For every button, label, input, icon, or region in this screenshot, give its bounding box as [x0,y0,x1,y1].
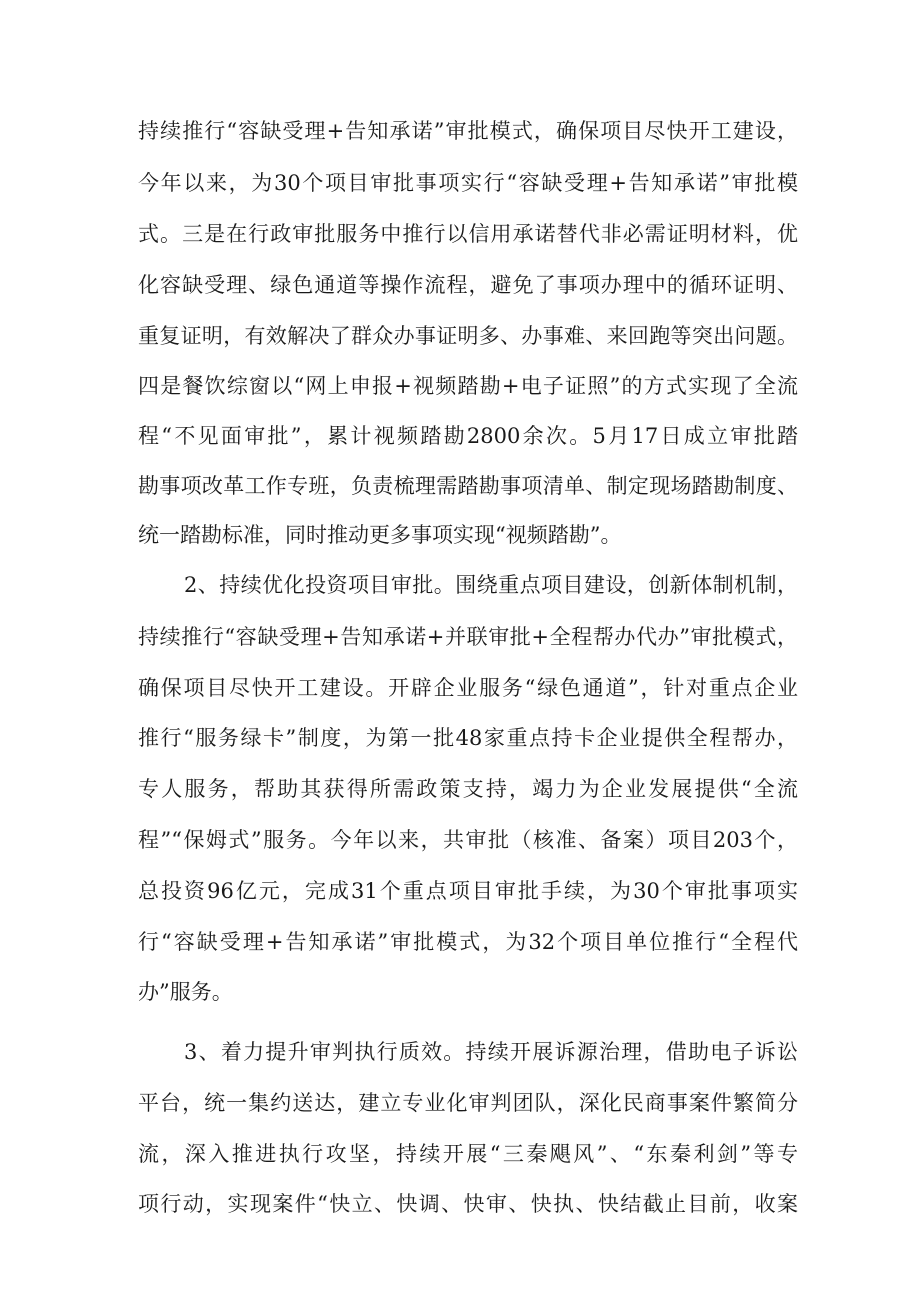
text-line: 程“不见面审批”，累计视频踏勘2800余次。5月17日成立审批踏 [138,424,798,448]
text-line: 专人服务，帮助其获得所需政策支持，竭力为企业发展提供“全流 [138,777,798,801]
text-line: 勘事项改革工作专班，负责梳理需踏勘事项清单、制定现场踏勘制度、 [138,474,798,498]
text-line: 四是餐饮综窗以“网上申报+视频踏勘+电子证照”的方式实现了全流 [138,374,798,398]
text-line: 持续推行“容缺受理+告知承诺+并联审批+全程帮办代办”审批模式， [138,625,798,649]
text-line: 推行“服务绿卡”制度，为第一批48家重点持卡企业提供全程帮办， [138,726,798,750]
text-line: 平台，统一集约送达，建立专业化审判团队，深化民商事案件繁简分 [138,1091,798,1115]
text-line: 式。三是在行政审批服务中推行以信用承诺替代非必需证明材料，优 [138,222,798,246]
text-line: 持续推行“容缺受理+告知承诺”审批模式，确保项目尽快开工建设， [138,119,798,143]
text-line: 项行动，实现案件“快立、快调、快审、快执、快结截止目前，收案 [138,1192,798,1216]
paragraph-heading-3: 3、着力提升审判执行质效。持续开展诉源治理，借助电子诉讼 [184,1040,798,1064]
text-line: 今年以来，为30个项目审批事项实行“容缺受理+告知承诺”审批模 [138,171,798,195]
text-line: 行“容缺受理+告知承诺”审批模式，为32个项目单位推行“全程代 [138,930,798,954]
text-line: 统一踏勘标准，同时推动更多事项实现“视频踏勘”。 [138,523,622,547]
text-line: 确保项目尽快开工建设。开辟企业服务“绿色通道”，针对重点企业 [138,676,798,700]
text-line: 重复证明，有效解决了群众办事证明多、办事难、来回跑等突出问题。 [138,324,798,348]
text-line: 程”“保姆式”服务。今年以来，共审批（核准、备案）项目203个， [138,828,798,852]
text-line: 总投资96亿元，完成31个重点项目审批手续，为30个审批事项实 [138,879,798,903]
text-line: 办”服务。 [138,980,233,1004]
paragraph-heading-2: 2、持续优化投资项目审批。围绕重点项目建设，创新体制机制， [184,573,798,597]
text-line: 流，深入推进执行攻坚，持续开展“三秦飓风”、“东秦利剑”等专 [138,1142,798,1166]
text-line: 化容缺受理、绿色通道等操作流程，避免了事项办理中的循环证明、 [138,273,798,297]
